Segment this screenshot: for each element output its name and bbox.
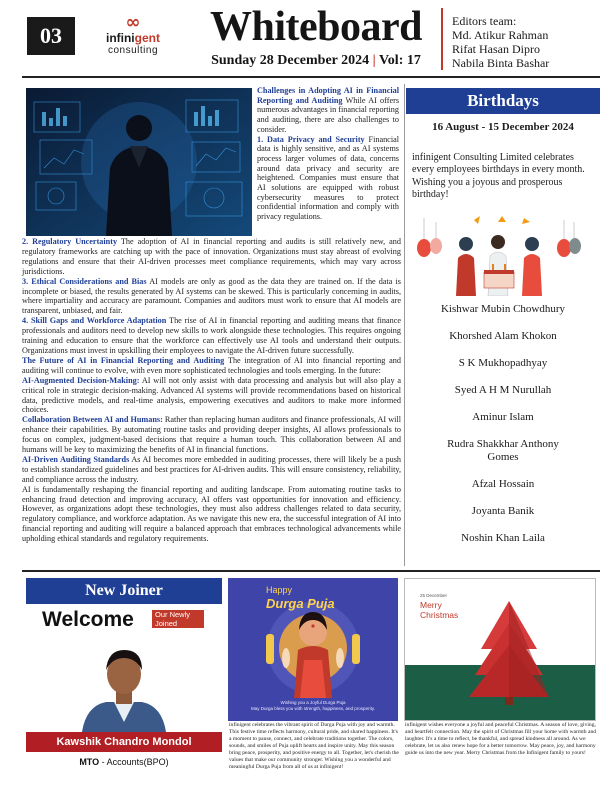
paragraph-text: AI models are only as good as the data they are trained on. If the data is incomplete or biased, the results generated by AI systems can be skewed. This is particularly concerning in audits, where impartiality and accuracy are paramount. Companies and auditors must work to ensure that AI models are transparent, unbiased, and fair.	[22, 276, 401, 316]
birthday-name: Aminur Islam	[472, 411, 534, 423]
conclusion-text: AI is fundamentally reshaping the financial reporting and auditing landscape. From automating routine tasks to enhancing fraud detection and improving accuracy, AI offers vast opportunities for innovation and efficiency. However, as organizations adopt these technologies, they must also address challenges related to data security, regulatory compliance, and workforce adaptation. As we navigate this new era, the successful integration of AI into financial reporting and auditing will require a balanced approach that embraces technological advancements while upholding ethical standards and regulatory requirements.	[22, 484, 401, 544]
editor-name: Rifat Hasan Dipro	[452, 42, 540, 56]
christmas-date: 25 December	[420, 593, 448, 598]
issue-date-line: Sunday 28 December 2024 | Vol: 17	[211, 53, 421, 68]
issue-number: 03	[27, 17, 75, 55]
header-divider	[441, 8, 443, 70]
section-heading: The Future of AI in Financial Reporting and Auditing	[22, 355, 225, 365]
paragraph-text: AI will not only assist with data processing and analysis but will also play a critical role in strategic decision-making. Advanced AI systems will provide recommendations based on historical data, predictive models, and real-time analysis, empowering executives and auditors to make more informed choices.	[22, 375, 401, 415]
paragraph-text: The integration of AI into financial reporting and auditing will continue to evolve, with even more sophisticated technologies and tools emerging. In the future:	[22, 355, 401, 375]
editor-name: Md. Atikur Rahman	[452, 28, 549, 42]
article-body	[22, 237, 401, 544]
newsletter-title: Whiteboard	[209, 4, 422, 50]
new-joiner-name: Kawshik Chandro Mondol	[26, 732, 222, 752]
birthday-name: Khorshed Alam Khokon	[449, 330, 557, 342]
editors-label: Editors team:	[452, 14, 517, 28]
section-heading: 4. Skill Gaps and Workforce Adaptation	[22, 316, 167, 326]
section-heading: 3. Ethical Considerations and Bias	[22, 276, 147, 286]
hero-image-businessman-ai	[26, 88, 252, 236]
paragraph-text: The adoption of AI in financial reporting and audits is still relatively new, and regulatory frameworks are catching up with the pace of innovation. Organizations must stay abreast of evolving regulations and ensure that their AI-driven processes meet compliance requirements, which may vary across jurisdictions.	[22, 237, 401, 276]
birthday-name: S K Mukhopadhyay	[458, 357, 548, 369]
paragraph-text: As AI becomes more embedded in auditing processes, there will likely be a push to establish standardized guidelines and best practices for AI-driven audits. This will ensure consistency, reliability, and compliance across the industry.	[22, 454, 401, 484]
birthdays-heading: Birthdays	[406, 88, 600, 114]
company-logo	[90, 14, 176, 56]
masthead	[188, 2, 444, 69]
puja-title: Durga Puja	[266, 596, 335, 611]
christmas-title: Merry Christmas	[420, 600, 459, 620]
paragraph-text: Financial data is highly sensitive, and as AI systems process larger volumes of data, concerns around data privacy and security are heightened. Companies must ensure that AI solutions are equipped with robust cybersecurity measures to protect confidential information and comply with privacy regulations.	[257, 134, 399, 222]
birthday-party-illustration	[414, 214, 584, 296]
new-joiner-photo	[26, 640, 222, 732]
birthday-name: Kishwar Mubin Chowdhury	[440, 303, 566, 315]
puja-happy-text: Happy	[266, 585, 293, 595]
puja-message: infinigent celebrates the vibrant spirit of Durga Puja with joy and warmth. This festive time reflects harmony, cultural pride, and shared happiness. It's a moment to pause, connect, and celebrate traditions together. The colors, sounds, and smiles of Puja uplift hearts and inspire unity. May this season bring peace, prosperity, and positive energy to all. Together, let's cherish the values that make our community stronger. Wishing you a wonderful and meaningful Durga Puja from all of us at infinigent!	[229, 722, 399, 770]
new-joiner-role: MTO - Accounts(BPO)	[79, 757, 169, 767]
section-heading: AI-Driven Auditing Standards	[22, 454, 130, 464]
infinity-icon: ∞	[125, 12, 141, 33]
new-joiner-heading: New Joiner	[26, 578, 222, 604]
column-divider	[404, 84, 405, 566]
puja-wish: Wishing you a Joyful Durga Puja May Durga bless you with strength, happiness, and prosperity.	[251, 700, 375, 711]
birthday-name: Noshin Khan Laila	[461, 532, 545, 544]
christmas-message: infinigent wishes everyone a joyful and peaceful Christmas. A season of love, giving, and heartfelt connection. May the spirit of Christmas fill your home with warmth and laughter. It's a time to reflect, be thankful, and spread kindness all around. As we celebrate, let us also renew hope for a better tomorrow. May peace, joy, and harmony guide us into the new year. Merry Christmas from the Infinigent family to yours!	[405, 722, 597, 756]
birthday-names-list	[406, 303, 600, 559]
paragraph-text: The rise of AI in financial reporting and auditing means that finance professionals and auditors need to develop new skills to work alongside these technologies. This requires ongoing training and education to ensure that the workforce can effectively use AI tools and understand their outputs. Organizations must invest in upskilling their employees to navigate the AI-driven future successfully.	[22, 316, 402, 355]
section-heading: Collaboration Between AI and Humans:	[22, 415, 163, 425]
paragraph-text: While AI offers numerous advantages in financial reporting and auditing, there are also challenges to consider.	[257, 95, 399, 134]
editor-name: Nabila Binta Bashar	[452, 56, 550, 70]
welcome-text: Welcome	[42, 608, 134, 631]
section-heading: 1. Data Privacy and Security	[257, 134, 365, 144]
issue-volume: Vol: 17	[378, 53, 421, 68]
section-heading: 2. Regulatory Uncertainty	[22, 237, 118, 246]
birthdays-date-range: 16 August - 15 December 2024	[432, 121, 574, 133]
logo-subtitle: consulting	[107, 45, 159, 56]
birthday-name: Afzal Hossain	[471, 478, 535, 490]
paragraph-text: Rather than replacing human auditors and finance professionals, AI will enhance their capabilities. By automating routine tasks and providing deeper insights, AI allows professionals to focus on complex, judgment-based decisions that require a human touch. This collaboration between AI and humans will be key to maximizing the benefits of AI in financial functions.	[22, 415, 401, 455]
logo-name: infinigent	[105, 31, 160, 45]
newly-joined-tag: Our Newly Joined	[152, 610, 204, 628]
birthday-name: Syed A H M Nurullah	[454, 384, 552, 396]
birthdays-message: infinigent Consulting Limited celebrates every employees birthdays in every month. Wishing you a joyous and prosperous birthday!	[412, 152, 585, 200]
editors-team	[452, 14, 597, 70]
birthday-name: Rudra Shakkhar Anthony Gomes	[447, 438, 559, 463]
issue-date: Sunday 28 December 2024	[211, 53, 370, 68]
article-heading: Challenges in Adopting AI in Financial Reporting and Auditing	[257, 86, 399, 105]
birthday-name: Joyanta Banik	[471, 505, 535, 517]
section-rule	[22, 570, 600, 572]
section-heading: AI-Augmented Decision-Making:	[22, 375, 140, 385]
article-intro	[257, 86, 399, 222]
header-rule	[22, 76, 600, 78]
